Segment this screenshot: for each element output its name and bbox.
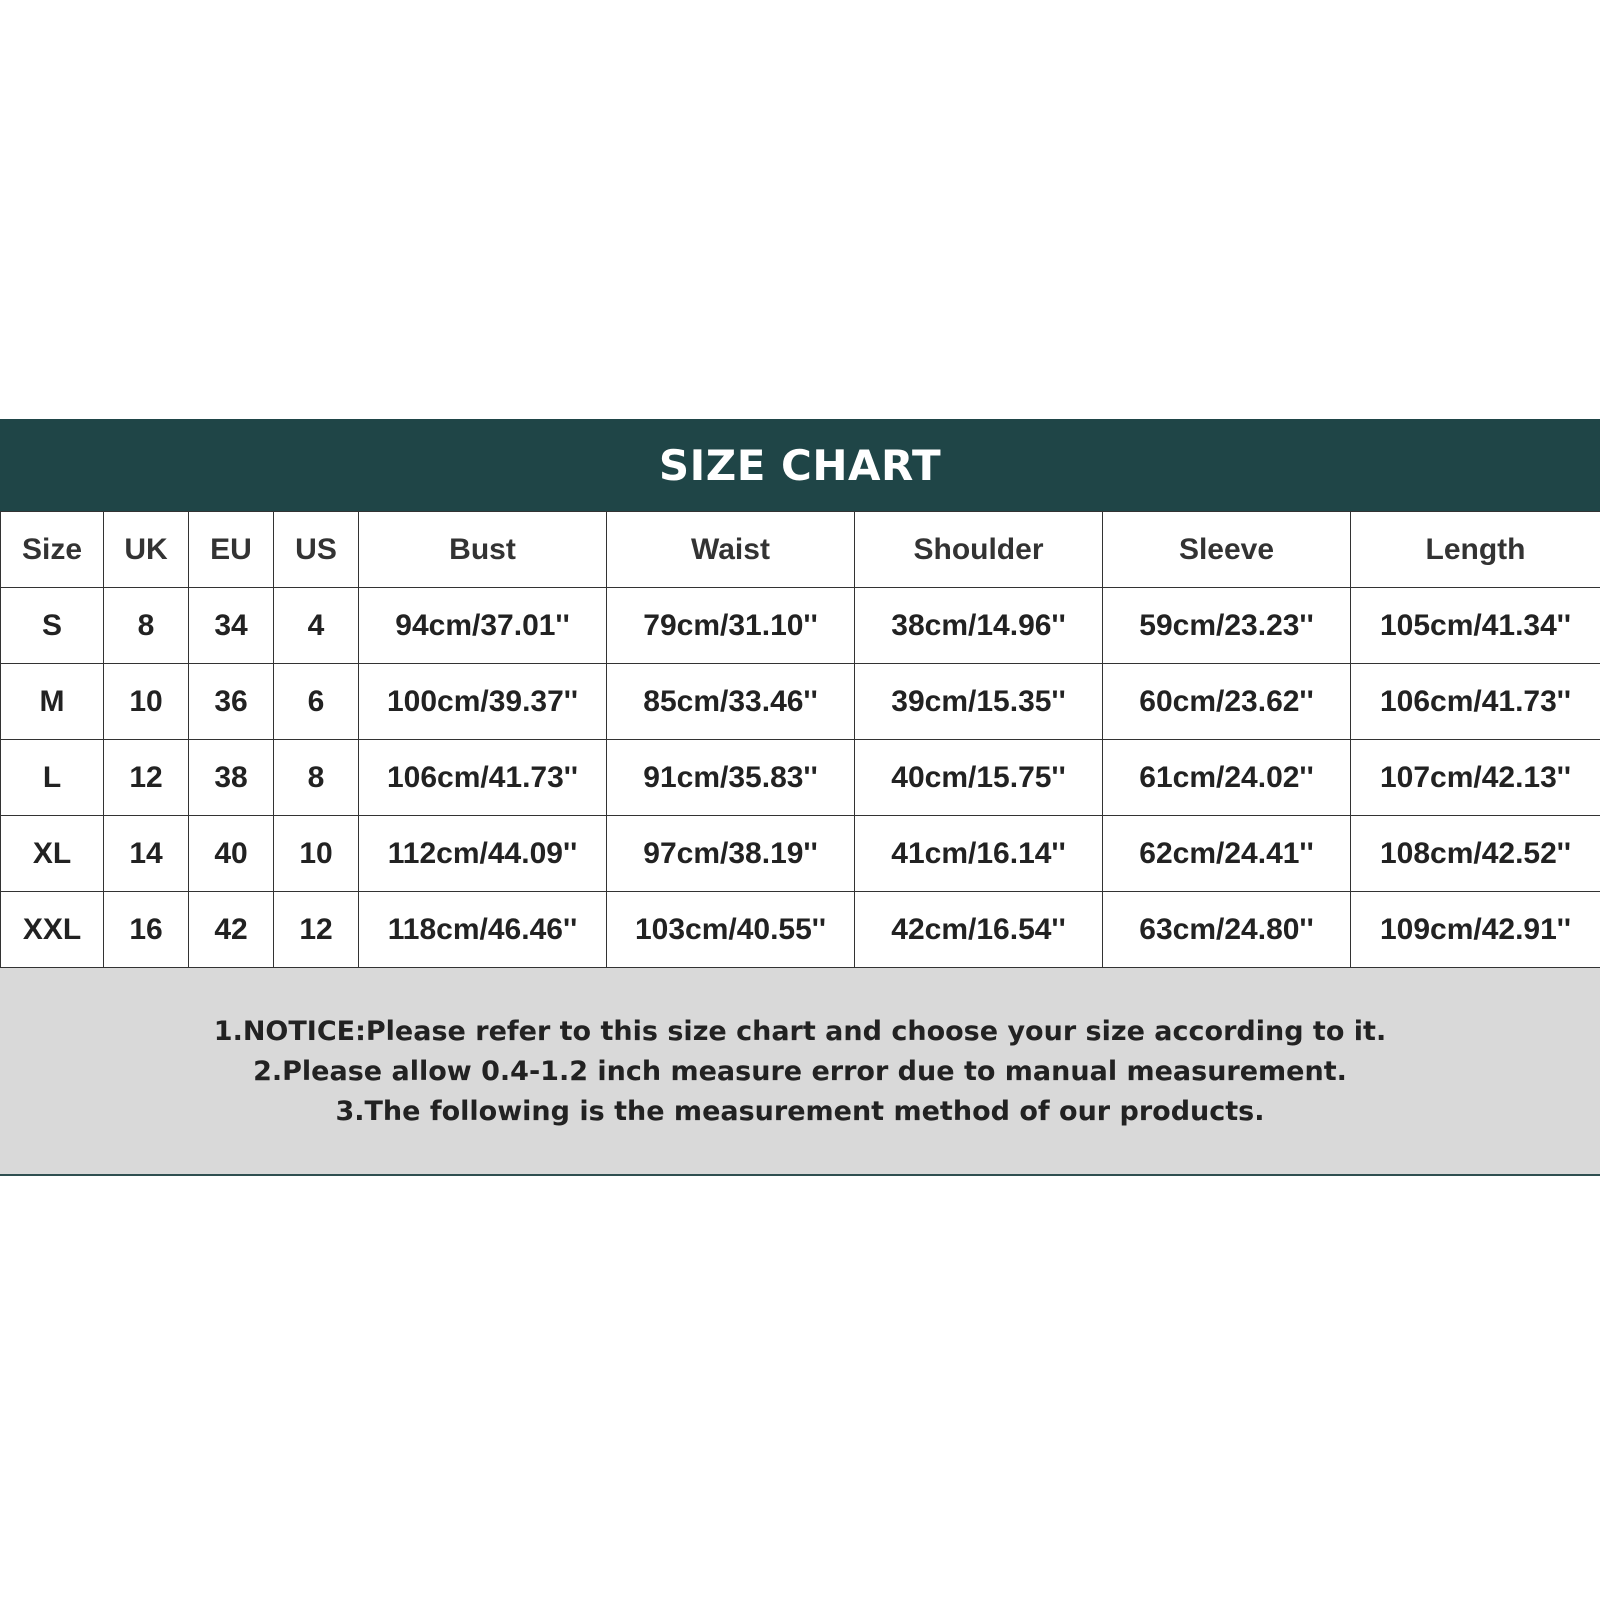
cell-uk: 12	[104, 740, 189, 816]
cell-uk: 8	[104, 588, 189, 664]
cell-waist: 91cm/35.83''	[607, 740, 855, 816]
cell-waist: 79cm/31.10''	[607, 588, 855, 664]
cell-size: XXL	[1, 892, 104, 968]
notice-line: 1.NOTICE:Please refer to this size chart and choose your size according to it.	[213, 1016, 1387, 1047]
column-header-eu: EU	[189, 512, 274, 588]
cell-us: 6	[274, 664, 359, 740]
cell-us: 8	[274, 740, 359, 816]
cell-shoulder: 42cm/16.54''	[855, 892, 1103, 968]
cell-size: M	[1, 664, 104, 740]
cell-length: 105cm/41.34''	[1351, 588, 1600, 664]
cell-length: 109cm/42.91''	[1351, 892, 1600, 968]
cell-uk: 14	[104, 816, 189, 892]
cell-length: 108cm/42.52''	[1351, 816, 1600, 892]
cell-size: S	[1, 588, 104, 664]
cell-eu: 34	[189, 588, 274, 664]
cell-waist: 85cm/33.46''	[607, 664, 855, 740]
notice-box	[0, 968, 1600, 1176]
cell-us: 4	[274, 588, 359, 664]
cell-sleeve: 62cm/24.41''	[1103, 816, 1351, 892]
cell-sleeve: 60cm/23.62''	[1103, 664, 1351, 740]
notice-line: 3.The following is the measurement method of our products.	[335, 1096, 1265, 1127]
cell-shoulder: 38cm/14.96''	[855, 588, 1103, 664]
column-header-us: US	[274, 512, 359, 588]
table-header-row	[1, 512, 1600, 588]
cell-eu: 40	[189, 816, 274, 892]
cell-waist: 97cm/38.19''	[607, 816, 855, 892]
cell-bust: 118cm/46.46''	[359, 892, 607, 968]
cell-shoulder: 40cm/15.75''	[855, 740, 1103, 816]
cell-bust: 100cm/39.37''	[359, 664, 607, 740]
cell-bust: 94cm/37.01''	[359, 588, 607, 664]
cell-eu: 42	[189, 892, 274, 968]
table-row	[1, 740, 1600, 816]
column-header-length: Length	[1351, 512, 1600, 588]
column-header-shoulder: Shoulder	[855, 512, 1103, 588]
column-header-size: Size	[1, 512, 104, 588]
cell-us: 10	[274, 816, 359, 892]
cell-eu: 38	[189, 740, 274, 816]
table-row	[1, 588, 1600, 664]
notice-line: 2.Please allow 0.4-1.2 inch measure error due to manual measurement.	[253, 1056, 1347, 1087]
cell-sleeve: 59cm/23.23''	[1103, 588, 1351, 664]
cell-sleeve: 63cm/24.80''	[1103, 892, 1351, 968]
cell-sleeve: 61cm/24.02''	[1103, 740, 1351, 816]
cell-shoulder: 41cm/16.14''	[855, 816, 1103, 892]
column-header-uk: UK	[104, 512, 189, 588]
cell-size: XL	[1, 816, 104, 892]
cell-us: 12	[274, 892, 359, 968]
cell-length: 106cm/41.73''	[1351, 664, 1600, 740]
column-header-waist: Waist	[607, 512, 855, 588]
size-chart	[0, 419, 1600, 1176]
cell-waist: 103cm/40.55''	[607, 892, 855, 968]
size-chart-title: SIZE CHART	[658, 440, 942, 490]
cell-bust: 106cm/41.73''	[359, 740, 607, 816]
cell-uk: 10	[104, 664, 189, 740]
cell-uk: 16	[104, 892, 189, 968]
cell-size: L	[1, 740, 104, 816]
table-row	[1, 664, 1600, 740]
cell-bust: 112cm/44.09''	[359, 816, 607, 892]
cell-eu: 36	[189, 664, 274, 740]
cell-length: 107cm/42.13''	[1351, 740, 1600, 816]
table-row	[1, 816, 1600, 892]
column-header-sleeve: Sleeve	[1103, 512, 1351, 588]
table-row	[1, 892, 1600, 968]
size-chart-title-bar	[0, 419, 1600, 511]
column-header-bust: Bust	[359, 512, 607, 588]
cell-shoulder: 39cm/15.35''	[855, 664, 1103, 740]
size-table	[0, 511, 1600, 968]
